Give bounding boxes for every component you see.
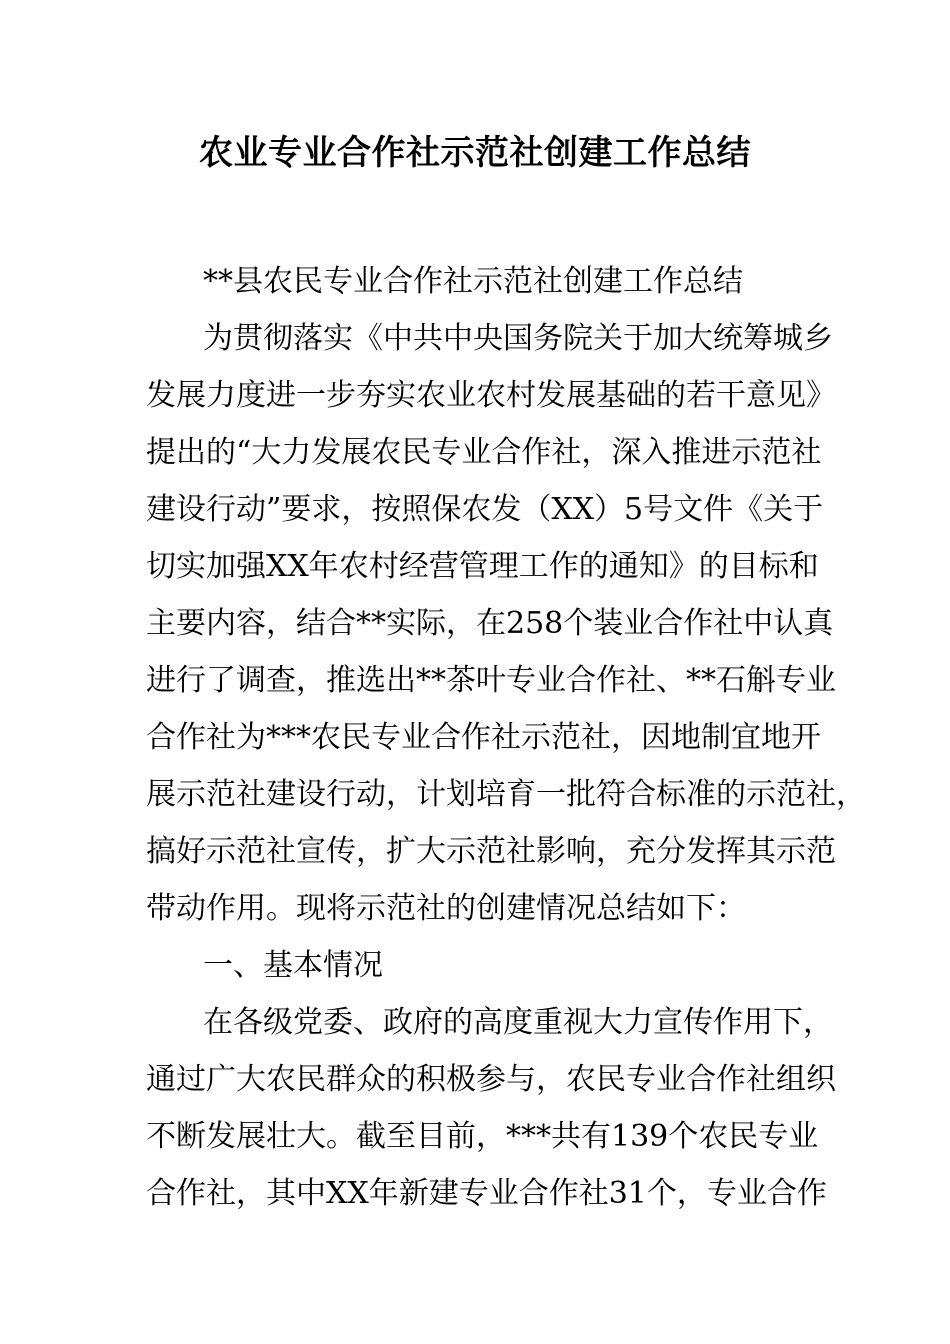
document-title: 农业专业合作社示范社创建工作总结 xyxy=(199,133,751,173)
paragraph-line: 不断发展壮大。截至目前，***共有139个农民专业 xyxy=(146,1119,819,1154)
paragraph-line: 通过广大农民群众的积极参与，农民专业合作社组织 xyxy=(146,1062,836,1097)
paragraph-line: 合作社为***农民专业合作社示范社，因地制宜地开 xyxy=(146,720,821,755)
paragraph-line: 带动作用。现将示范社的创建情况总结如下： xyxy=(146,891,746,926)
paragraph-line: 发展力度进一步夯实农业农村发展基础的若干意见》 xyxy=(146,378,836,413)
paragraph-line: 展示范社建设行动，计划培育一批符合标准的示范社， xyxy=(146,777,866,812)
paragraph-line: 提出的“大力发展农民专业合作社，深入推进示范社 xyxy=(146,435,822,470)
paragraph-line: 在各级党委、政府的高度重视大力宣传作用下， xyxy=(203,1005,833,1040)
paragraph-line: 切实加强XX年农村经营管理工作的通知》的目标和 xyxy=(146,549,819,584)
paragraph-line: 主要内容，结合**实际，在258个装业合作社中认真 xyxy=(146,606,834,641)
section-heading: 一、基本情况 xyxy=(203,948,383,983)
paragraph-line: 合作社，其中XX年新建专业合作社31个，专业合作 xyxy=(146,1176,827,1211)
paragraph-line: 进行了调查，推选出**茶叶专业合作社、**石斛专业 xyxy=(146,663,836,698)
subtitle-line: **县农民专业合作社示范社创建工作总结 xyxy=(203,264,743,299)
paragraph-line: 搞好示范社宣传，扩大示范社影响，充分发挥其示范 xyxy=(146,834,836,869)
paragraph-line: 为贯彻落实《中共中央国务院关于加大统筹城乡 xyxy=(203,321,833,356)
paragraph-line: 建设行动”要求，按照保农发（XX）5号文件《关于 xyxy=(146,492,824,527)
